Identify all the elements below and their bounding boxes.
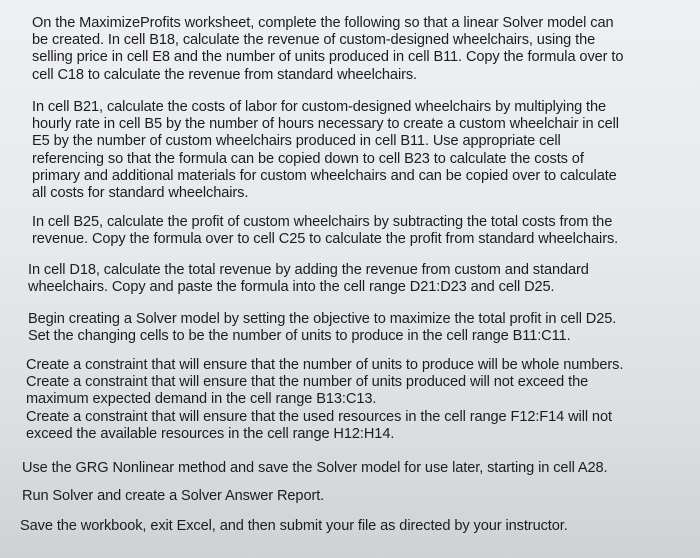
instruction-paragraph-profit: In cell B25, calculate the profit of custom wheelchairs by subtracting the total costs from the revenue. Copy the formula over to cell C25 to calculate the profit from standard wheelchairs.	[32, 214, 619, 248]
instruction-paragraph-run-solver: Run Solver and create a Solver Answer Report.	[22, 488, 325, 504]
instruction-paragraph-grg-method: Use the GRG Nonlinear method and save the Solver model for use later, starting in cell A28.	[22, 460, 608, 476]
instruction-paragraph-solver-objective: Begin creating a Solver model by setting the objective to maximize the total profit in cell D25. Set the changing cells to be the number of units to produce in the cell range B11:C11.	[28, 311, 617, 345]
instruction-paragraph-constraints: Create a constraint that will ensure that the number of units to produce will be whole numbers. Create a constraint that will ensure that the number of units produced will not exceed the maximum expected demand in the cell range B13:C13. Create a constraint that will ensure that the used resources in the cell range F12:F14 will not exceed the available resources in the cell range H12:H14.	[26, 357, 624, 442]
instruction-paragraph-save-workbook: Save the workbook, exit Excel, and then submit your file as directed by your instructor.	[20, 518, 568, 534]
instruction-paragraph-revenue: On the MaximizeProfits worksheet, complete the following so that a linear Solver model can be created. In cell B18, calculate the revenue of custom-designed wheelchairs, using the selling price in cell E8 and the number of units produced in cell B11. Copy the formula over to cell C18 to calculate the revenue from standard wheelchairs.	[32, 15, 624, 83]
instruction-paragraph-total-revenue: In cell D18, calculate the total revenue by adding the revenue from custom and standard wheelchairs. Copy and paste the formula into the cell range D21:D23 and cell D25.	[28, 262, 589, 296]
instruction-paragraph-labor-costs: In cell B21, calculate the costs of labor for custom-designed wheelchairs by multiplying the hourly rate in cell B5 by the number of hours necessary to create a custom wheelchair in cell E5 by the number of custom wheelchairs produced in cell B11. Use appropriate cell referencing so that the formula can be copied down to cell B23 to calculate the costs of primary and additional materials for custom wheelchairs and can be copied over to calculate all costs for standard wheelchairs.	[32, 99, 619, 202]
